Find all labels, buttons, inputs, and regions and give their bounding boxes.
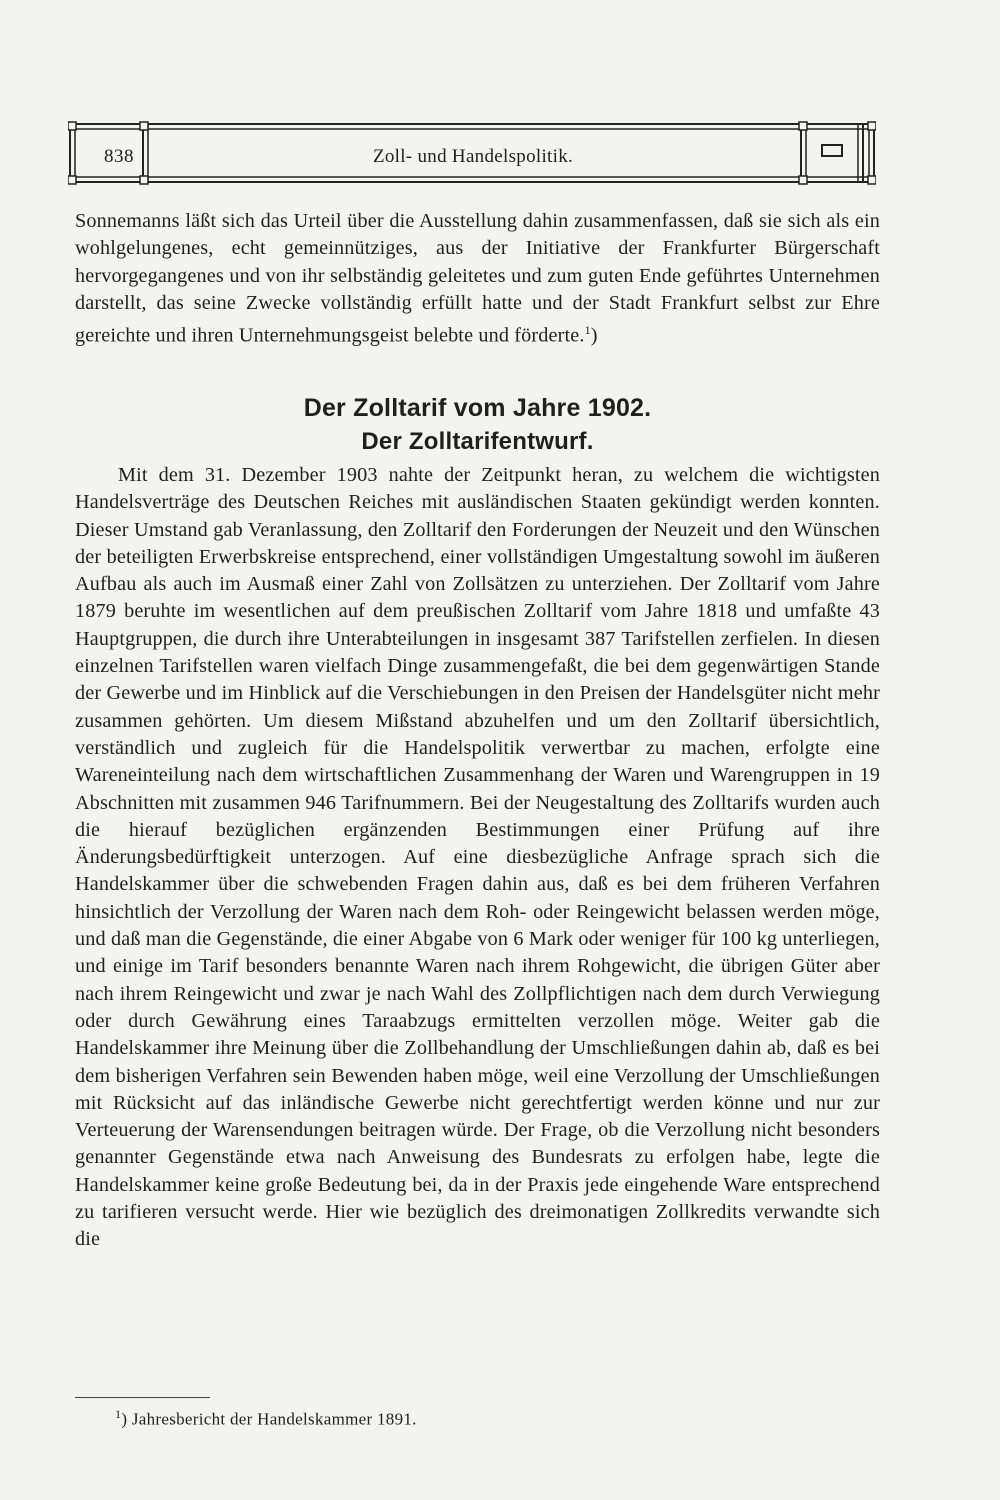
footnote-reference: 1 bbox=[584, 323, 591, 338]
paragraph-1-text: Sonnemanns läßt sich das Urteil über die Ausstellung dahin zusammenfassen, daß sie sich als ein wohlgelungenes, echt gemeinnütziges, aus der Initiative der Frankfurter Bürgerschaft hervorgegangenes und von ihr selbständig geleitetes und zum guten Ende geführtes Unternehmen darstellt, das seine Zwecke vollständig erfüllt hatte und der Stadt Frankfurt selbst zur Ehre gereichte und ihren Unternehmungsgeist belebte und förderte. bbox=[75, 210, 880, 347]
running-head-title: Zoll- und Handelspolitik. bbox=[372, 146, 574, 167]
footnote-reference-close: ) bbox=[590, 324, 598, 347]
page-number: 838 bbox=[104, 146, 134, 167]
footnote-marker: 1 bbox=[115, 1407, 122, 1421]
running-header bbox=[68, 120, 876, 186]
footnote-text: Jahresbericht der Handelskammer 1891. bbox=[127, 1409, 417, 1429]
rectangle-ornament-icon bbox=[821, 144, 843, 157]
footnote bbox=[115, 1407, 417, 1430]
footnote-divider bbox=[75, 1397, 210, 1398]
section-subtitle: Der Zolltarifentwurf. bbox=[361, 428, 594, 455]
section-title: Der Zolltarif vom Jahre 1902. bbox=[303, 394, 652, 422]
paragraph-1 bbox=[75, 208, 880, 350]
footnote-marker-close: ) bbox=[121, 1409, 128, 1429]
paragraph-2: Mit dem 31. Dezember 1903 nahte der Zeitpunkt heran, zu welchem die wichtigsten Handelsverträge des Deutschen Reiches mit ausländischen Staaten gekündigt werden konnten. Dieser Umstand gab Veranlassung, den Zolltarif den Forderungen der Neuzeit und den Wünschen der beteiligten Erwerbskreise entsprechend, einer vollständigen Umgestaltung sowohl im äußeren Aufbau als auch im Ausmaß einer Zahl von Zollsätzen zu unterziehen. Der Zolltarif vom Jahre 1879 beruhte im wesentlichen auf dem preußischen Zolltarif vom Jahre 1818 und umfaßte 43 Hauptgruppen, die durch ihre Unterabteilungen in insgesamt 387 Tarifstellen zerfielen. In diesen einzelnen Tarifstellen waren vielfach Dinge zusammengefaßt, die bei dem gegenwärtigen Stande der Gewerbe und im Hinblick auf die Verschiebungen in den Preisen der Handelsgüter nicht mehr zusammen gehörten. Um diesem Mißstand abzuhelfen und um den Zolltarif übersichtlich, verständlich und zugleich für die Handelspolitik verwertbar zu machen, erfolgte eine Wareneinteilung nach dem wirtschaftlichen Zusammenhang der Waren und Warengruppen in 19 Abschnitten mit zusammen 946 Tarifnummern. Bei der Neugestaltung des Zolltarifs wurden auch die hierauf bezüglichen ergänzenden Bestimmungen einer Prüfung auf ihre Änderungsbedürftigkeit unterzogen. Auf eine diesbezügliche Anfrage sprach sich die Handelskammer über die schwebenden Fragen dahin aus, daß es bei dem früheren Verfahren hinsichtlich der Verzollung der Waren nach dem Roh- oder Reingewicht belassen werden möge, und daß man die Gegenstände, die einer Abgabe von 6 Mark oder weniger für 100 kg unterliegen, und einige im Tarif besonders benannte Waren nach ihrem Rohgewicht, die übrigen Güter aber nach ihrem Reingewicht und zwar je nach Wahl des Zollpflichtigen nach dem durch Verwiegung oder durch Gewährung eines Taraabzugs ermittelten verzollen möge. Weiter gab die Handelskammer ihre Meinung über die Zollbehandlung der Umschließungen dahin ab, daß es bei dem bisherigen Verfahren sein Bewenden haben möge, weil eine Verzollung der Umschließungen mit Rücksicht auf das inländische Gewerbe nicht gerechtfertigt werden könne und nur zur Verteuerung der Warensendungen beitragen würde. Der Frage, ob die Verzollung nicht besonders genannter Gegenstände etwa nach Anweisung des Bundesrats zu erfolgen habe, legte die Handelskammer keine große Bedeutung bei, da in der Praxis jede eingehende Ware entsprechend zu tarifieren versucht werde. Hier wie bezüglich des dreimonatigen Zollkredits verwandte sich die bbox=[75, 464, 880, 1251]
